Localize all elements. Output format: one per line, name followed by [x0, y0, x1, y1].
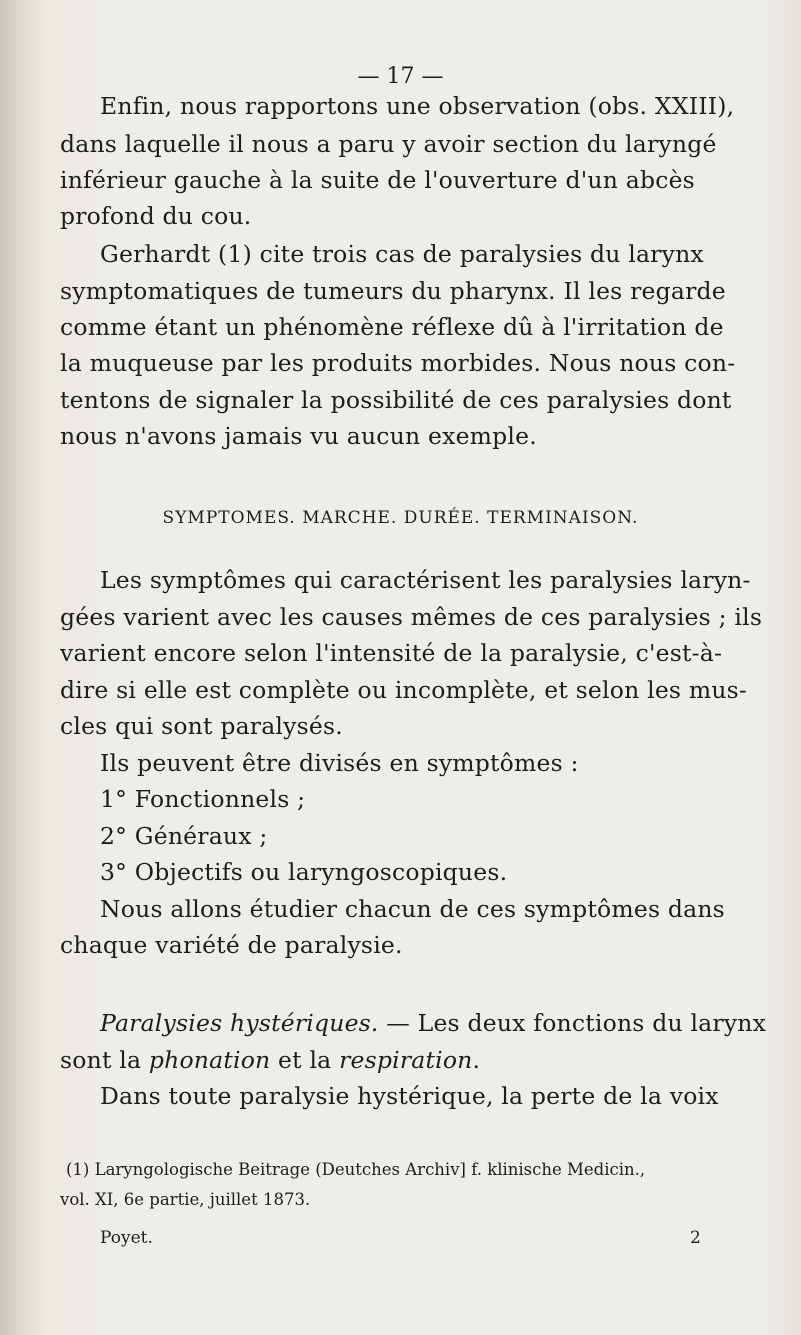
paragraph-6-line-2: [60, 1046, 750, 1074]
paragraph-5-line-2: chaque variété de paralysie.: [60, 931, 403, 959]
list-item-2: 2° Généraux ;: [100, 822, 268, 850]
paragraph-6-part-a: sont la: [60, 1046, 149, 1074]
subsection-title: Paralysies hystériques.: [100, 1009, 379, 1037]
paragraph-1-line-2: dans laquelle il nous a paru y avoir section du laryngé: [60, 130, 717, 158]
paragraph-2-line-1: Gerhardt (1) cite trois cas de paralysies du larynx: [100, 240, 704, 268]
paragraph-2-line-3: comme étant un phénomène réflexe dû à l'irritation de: [60, 313, 724, 341]
signature: Poyet.: [100, 1228, 153, 1248]
paragraph-3-line-5: cles qui sont paralysés.: [60, 712, 343, 740]
footnote-line-1: (1) Laryngologische Beitrage (Deutches Archiv] f. klinische Medicin.,: [66, 1160, 646, 1179]
section-heading: SYMPTOMES. MARCHE. DURÉE. TERMINAISON.: [162, 508, 639, 528]
paragraph-6-line-1: [100, 1009, 790, 1037]
paragraph-6-part-b: et la: [270, 1046, 340, 1074]
term-phonation: phonation: [148, 1046, 271, 1074]
paragraph-5-line-1: Nous allons étudier chacun de ces symptômes dans: [100, 895, 725, 923]
footnote-line-2: vol. XI, 6e partie, juillet 1873.: [60, 1190, 311, 1209]
paragraph-4: Ils peuvent être divisés en symptômes :: [100, 749, 579, 777]
paragraph-1-line-4: profond du cou.: [60, 202, 252, 230]
paragraph-7: Dans toute paralysie hystérique, la perte de la voix: [100, 1082, 719, 1110]
paragraph-3-line-1: Les symptômes qui caractérisent les paralysies laryn-: [100, 566, 751, 594]
paragraph-2-line-4: la muqueuse par les produits morbides. Nous nous con-: [60, 349, 736, 377]
signature-mark: 2: [690, 1228, 701, 1248]
paragraph-2-line-6: nous n'avons jamais vu aucun exemple.: [60, 422, 537, 450]
paragraph-6-part-c: .: [472, 1046, 481, 1074]
paragraph-6-text: — Les deux fonctions du larynx: [378, 1009, 767, 1037]
paragraph-1-line-3: inférieur gauche à la suite de l'ouverture d'un abcès: [60, 166, 695, 194]
list-item-1: 1° Fonctionnels ;: [100, 785, 306, 813]
paragraph-2-line-5: tentons de signaler la possibilité de ces paralysies dont: [60, 386, 732, 414]
page-number: — 17 —: [357, 64, 444, 89]
paragraph-3-line-3: varient encore selon l'intensité de la paralysie, c'est-à-: [60, 639, 723, 667]
paragraph-3-line-4: dire si elle est complète ou incomplète, et selon les mus-: [60, 676, 748, 704]
paragraph-2-line-2: symptomatiques de tumeurs du pharynx. Il les regarde: [60, 277, 726, 305]
list-item-3: 3° Objectifs ou laryngoscopiques.: [100, 858, 508, 886]
term-respiration: respiration: [339, 1046, 473, 1074]
paragraph-3-line-2: gées varient avec les causes mêmes de ces paralysies ; ils: [60, 603, 763, 631]
paragraph-1-line-1: Enfin, nous rapportons une observation (obs. XXIII),: [100, 92, 735, 120]
